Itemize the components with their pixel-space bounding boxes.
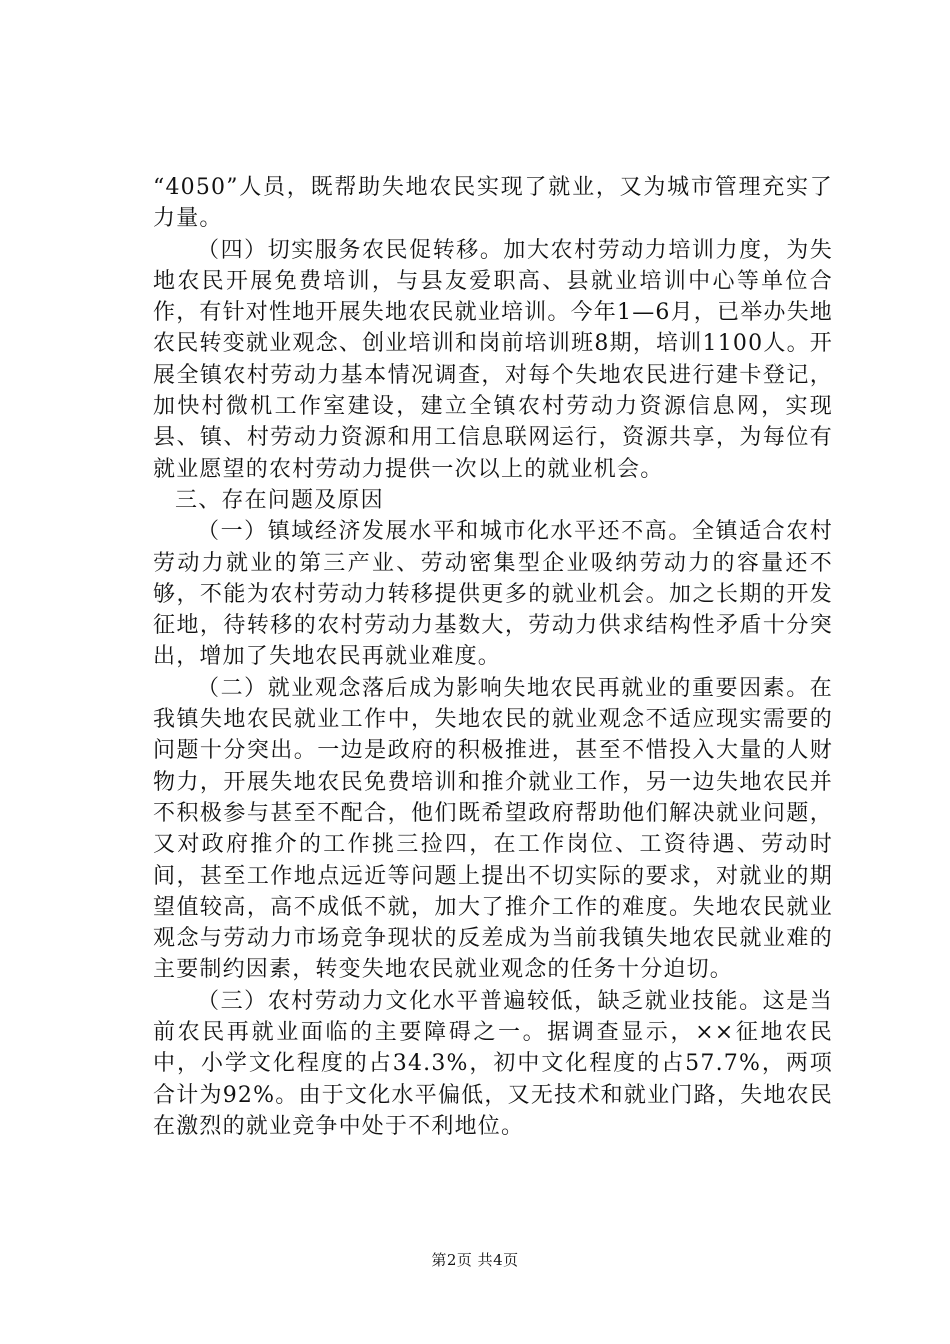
paragraph-problem-1: （一）镇域经济发展水平和城市化水平还不高。全镇适合农村劳动力就业的第三产业、劳动密集型企业吸纳劳动力的容量还不够，不能为农村劳动力转移提供更多的就业机会。加之长期的开发征地，待转移的农村劳动力基数大，劳动力供求结构性矛盾十分突出，增加了失地农民再就业难度。 (153, 519, 833, 670)
page-footer: 第2页 共4页 (431, 1251, 519, 1269)
paragraph-problem-3: （三）农村劳动力文化水平普遍较低，缺乏就业技能。这是当前农民再就业面临的主要障碍之一。据调查显示，××征地农民中，小学文化程度的占34.3%，初中文化程度的占57.7%，两项合计为92%。由于文化水平偏低，又无技术和就业门路，失地农民在激烈的就业竞争中处于不利地位。 (153, 988, 833, 1139)
paragraph-problem-2: （二）就业观念落后成为影响失地农民再就业的重要因素。在我镇失地农民就业工作中，失地农民的就业观念不适应现实需要的问题十分突出。一边是政府的积极推进，甚至不惜投入大量的人财物力，开展失地农民免费培训和推介就业工作，另一边失地农民并不积极参与甚至不配合，他们既希望政府帮助他们解决就业问题，又对政府推介的工作挑三捡四，在工作岗位、工资待遇、劳动时间，甚至工作地点远近等问题上提出不切实际的要求，对就业的期望值较高，高不成低不就，加大了推介工作的难度。失地农民就业观念与劳动力市场竞争现状的反差成为当前我镇失地农民就业难的主要制约因素，转变失地农民就业观念的任务十分迫切。 (153, 675, 833, 983)
paragraph-section-4: （四）切实服务农民促转移。加大农村劳动力培训力度，为失地农民开展免费培训，与县友爱职高、县就业培训中心等单位合作，有针对性地开展失地农民就业培训。今年1—6月，已举办失地农民转变就业观念、创业培训和岗前培训班8期，培训1100人。开展全镇农村劳动力基本情况调查，对每个失地农民进行建卡登记，加快村微机工作室建设，建立全镇农村劳动力资源信息网，实现县、镇、村劳动力资源和用工信息联网运行，资源共享，为每位有就业愿望的农村劳动力提供一次以上的就业机会。 (153, 237, 833, 482)
paragraph-continuation: “4050”人员，既帮助失地农民实现了就业，又为城市管理充实了力量。 (153, 175, 833, 232)
document-body (153, 172, 833, 1142)
section-heading-problems: 三、存在问题及原因 (175, 487, 384, 513)
